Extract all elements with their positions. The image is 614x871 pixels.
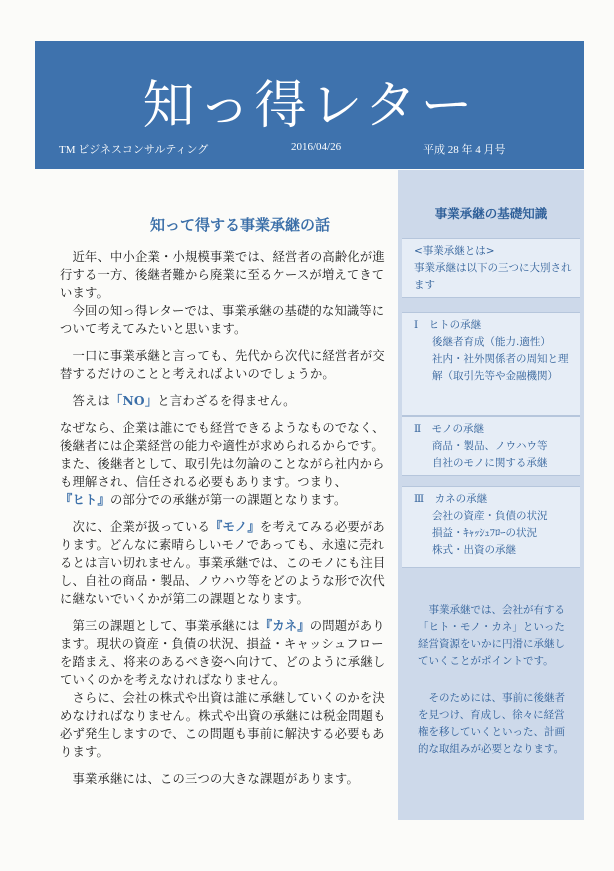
hito-text-end: の部分での承継が第一の課題となります。: [110, 493, 347, 507]
hito-heading: Ⅰ ヒトの承継: [414, 319, 482, 331]
mono-line: 商品・製品、ノウハウ等: [432, 440, 548, 452]
sidebar: [398, 170, 584, 820]
paragraph-answer: [60, 392, 390, 410]
company-name: TM ビジネスコンサルティング: [59, 144, 209, 156]
kane-line: 株式・出資の承継: [432, 544, 516, 556]
intro-heading: <事業承継とは>: [414, 245, 495, 257]
article-body: [60, 248, 390, 797]
hito-text: なぜなら、企業は誰にでも経営できるようなものでなく、後継者には企業経営の能力や適性が求められるからです。また、後継者として、取引先は勿論のことながら社内からも理解され、信任される必要もあります。つまり、: [60, 421, 385, 489]
mono-text-end: を考えてみる必要があります。どんなに素晴らしいモノであっても、永遠に売れるとは言い切れません。事業承継では、このモノにも注目し、自社の商品・製品、ノウハウ等をどのような形で次代に継ないでいくかが第二の課題となります。: [60, 520, 386, 606]
answer-word: 「NO」: [110, 393, 158, 408]
kane-heading: Ⅲ カネの承継: [414, 493, 488, 505]
letter-title: 知っ得レター: [142, 76, 477, 136]
article-title: 知って得する事業承継の話: [149, 216, 330, 234]
kane-text-end: の問題があります。現状の資産・負債の状況、損益・キャッシュフローを踏まえ、将来のあるべき姿へ向けて、どのように承継していくのかを考えなければなりません。: [60, 619, 386, 687]
letter-header: [35, 41, 584, 169]
answer-suffix: と言わざるを得ません。: [157, 394, 296, 408]
hito-keyword: 『ヒト』: [60, 492, 110, 507]
hito-line: 後継者育成（能力.適性）: [432, 336, 551, 348]
paragraph-hito: [60, 419, 390, 509]
paragraph-purpose: 今回の知っ得レターでは、事業承継の基礎的な知識等について考えてみたいと思います。: [60, 304, 385, 336]
mono-box: [402, 416, 580, 476]
kane-box: [402, 486, 580, 568]
intro-box: [402, 238, 580, 298]
issue-date: 2016/04/26: [291, 141, 342, 153]
sidebar-note-point: 事業承継では、会社が有する「ヒト・モノ・カネ」といった経営資源をいかに円滑に承継していくことがポイントです。: [418, 604, 565, 667]
kane-line: 損益・ｷｬｯｼｭﾌﾛｰの状況: [432, 527, 537, 539]
mono-heading: Ⅱ モノの承継: [414, 423, 485, 435]
mono-text: 次に、企業が扱っている: [60, 520, 210, 534]
sidebar-note-plan: そのためには、事前に後継者を見つけ、育成し、徐々に経営権を移していくといった、計画的な取組みが必要となります。: [418, 692, 565, 755]
paragraph-shares: さらに、会社の株式や出資は誰に承継していくのかを決めなければなりません。株式や出資の承継には税金問題も必ず発生しますので、この問題も事前に解決する必要もあります。: [60, 691, 386, 759]
mono-keyword: 『モノ』: [209, 519, 260, 534]
issue-number: 平成 28 年 4 月号: [423, 144, 506, 156]
kane-keyword: 『カネ』: [259, 618, 310, 633]
answer-prefix: 答えは: [60, 394, 110, 408]
paragraph-kane: [60, 617, 390, 689]
paragraph-question: 一口に事業承継と言っても、先代から次代に経営者が交替するだけのことと考えればよいのでしょうか。: [60, 349, 385, 381]
hito-line: 社内・社外関係者の周知と理解（取引先等や金融機関）: [432, 353, 569, 382]
paragraph-intro: 近年、中小企業・小規模事業では、経営者の高齢化が進行する一方、後継者難から廃業に至るケースが増えてきています。: [60, 250, 385, 300]
intro-text: 事業承継は以下の三つに大別されます: [414, 262, 572, 291]
kane-text: 第三の課題として、事業承継には: [60, 619, 260, 633]
mono-line: 自社のモノに関する承継: [432, 457, 548, 469]
paragraph-summary: 事業承継には、この三つの大きな課題があります。: [60, 772, 359, 786]
kane-line: 会社の資産・負債の状況: [432, 510, 548, 522]
sidebar-title: 事業承継の基礎知識: [434, 206, 548, 221]
paragraph-mono: [60, 518, 390, 608]
hito-box: [402, 312, 580, 416]
